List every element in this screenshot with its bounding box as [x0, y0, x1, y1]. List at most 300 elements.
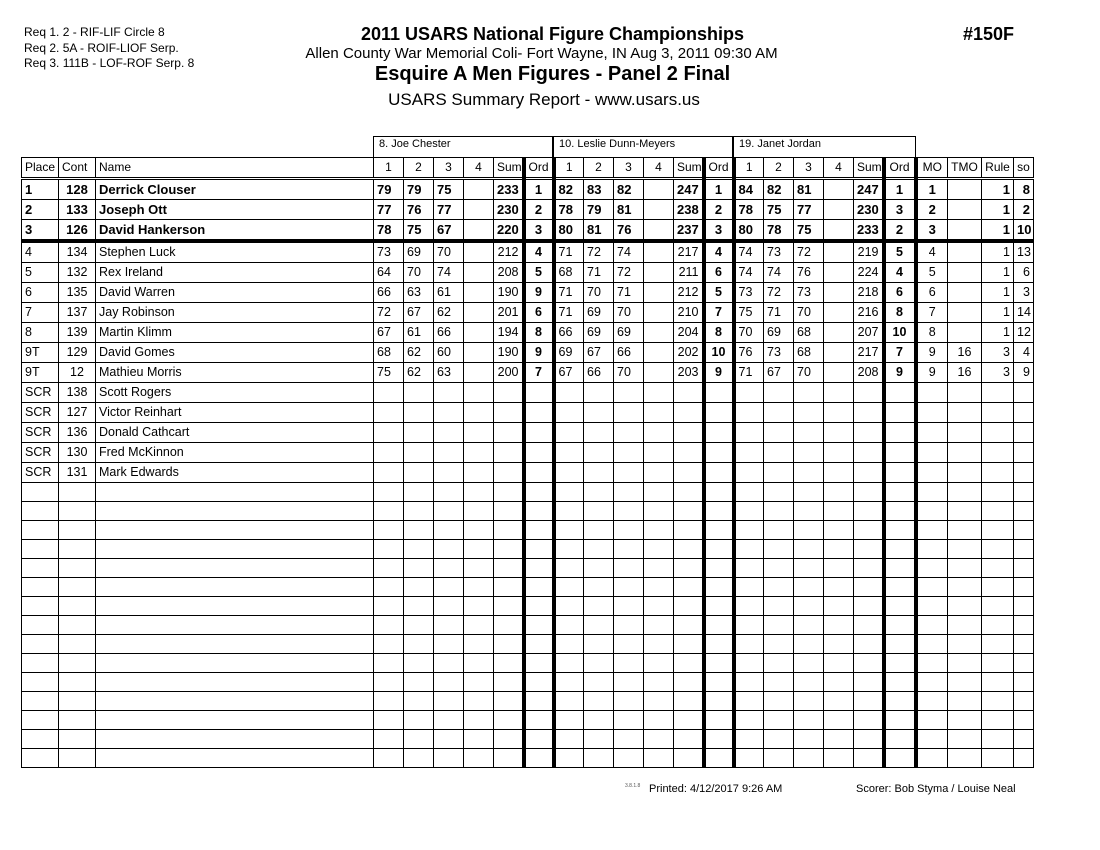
- table-row: [22, 443, 1034, 463]
- empty-cell: [584, 578, 614, 597]
- empty-cell: [982, 521, 1014, 540]
- rule-cell: [982, 463, 1014, 483]
- empty-cell: [948, 540, 982, 559]
- ordinal-cell: [704, 403, 734, 423]
- empty-cell: [554, 559, 584, 578]
- empty-cell: [374, 730, 404, 749]
- empty-cell: [854, 502, 884, 521]
- empty-cell: [916, 502, 948, 521]
- cont-cell: 137: [59, 303, 96, 323]
- col-header-name: Name: [96, 158, 374, 179]
- empty-row: [22, 597, 1034, 616]
- empty-cell: [704, 635, 734, 654]
- empty-cell: [404, 502, 434, 521]
- sum-cell: 224: [854, 263, 884, 283]
- score-cell: [644, 363, 674, 383]
- empty-cell: [854, 483, 884, 502]
- score-cell: [554, 423, 584, 443]
- score-cell: [614, 423, 644, 443]
- empty-cell: [794, 578, 824, 597]
- empty-cell: [644, 521, 674, 540]
- score-cell: 62: [434, 303, 464, 323]
- name-cell: Scott Rogers: [96, 383, 374, 403]
- place-cell: 1: [22, 179, 59, 200]
- ordinal-cell: 7: [884, 343, 916, 363]
- sum-cell: 202: [674, 343, 704, 363]
- score-cell: [554, 463, 584, 483]
- score-cell: 75: [764, 200, 794, 220]
- empty-cell: [916, 692, 948, 711]
- empty-row: [22, 654, 1034, 673]
- empty-cell: [524, 673, 554, 692]
- empty-cell: [614, 654, 644, 673]
- score-cell: 72: [374, 303, 404, 323]
- score-cell: [734, 403, 764, 423]
- empty-cell: [584, 597, 614, 616]
- score-cell: 72: [794, 241, 824, 263]
- ordinal-cell: 4: [524, 241, 554, 263]
- mo-cell: [916, 443, 948, 463]
- score-cell: [644, 383, 674, 403]
- empty-cell: [884, 673, 916, 692]
- score-cell: 69: [764, 323, 794, 343]
- empty-cell: [96, 635, 374, 654]
- cont-cell: 127: [59, 403, 96, 423]
- empty-cell: [584, 521, 614, 540]
- empty-cell: [824, 635, 854, 654]
- empty-cell: [1014, 616, 1034, 635]
- sum-cell: [854, 443, 884, 463]
- sum-cell: [674, 403, 704, 423]
- rule-cell: 1: [982, 283, 1014, 303]
- score-cell: [464, 303, 494, 323]
- so-cell: [1014, 463, 1034, 483]
- empty-cell: [884, 559, 916, 578]
- sum-cell: [674, 443, 704, 463]
- empty-cell: [96, 578, 374, 597]
- table-row: [22, 263, 1034, 283]
- empty-cell: [374, 578, 404, 597]
- tmo-cell: [948, 443, 982, 463]
- column-header-row: [22, 158, 1034, 179]
- so-cell: 12: [1014, 323, 1034, 343]
- empty-cell: [464, 540, 494, 559]
- ordinal-cell: [524, 383, 554, 403]
- mo-cell: [916, 463, 948, 483]
- score-cell: [434, 383, 464, 403]
- empty-cell: [1014, 730, 1034, 749]
- col-header-judge3-2: 3: [794, 158, 824, 179]
- empty-cell: [22, 597, 59, 616]
- mo-cell: [916, 383, 948, 403]
- empty-cell: [884, 483, 916, 502]
- empty-cell: [59, 654, 96, 673]
- empty-cell: [554, 597, 584, 616]
- empty-cell: [794, 635, 824, 654]
- empty-cell: [494, 749, 524, 768]
- empty-cell: [734, 673, 764, 692]
- tmo-cell: [948, 323, 982, 343]
- score-cell: [374, 403, 404, 423]
- score-cell: 68: [554, 263, 584, 283]
- score-cell: [794, 423, 824, 443]
- cont-cell: 136: [59, 423, 96, 443]
- empty-cell: [434, 483, 464, 502]
- empty-cell: [464, 559, 494, 578]
- sum-cell: [854, 403, 884, 423]
- sum-cell: 208: [854, 363, 884, 383]
- score-cell: [464, 241, 494, 263]
- empty-cell: [494, 483, 524, 502]
- cont-cell: 135: [59, 283, 96, 303]
- score-cell: 78: [374, 220, 404, 242]
- empty-cell: [96, 730, 374, 749]
- score-cell: 70: [794, 303, 824, 323]
- so-cell: 9: [1014, 363, 1034, 383]
- sum-cell: 204: [674, 323, 704, 343]
- cont-cell: 138: [59, 383, 96, 403]
- score-cell: 81: [584, 220, 614, 242]
- score-cell: [644, 303, 674, 323]
- so-cell: [1014, 403, 1034, 423]
- empty-cell: [554, 711, 584, 730]
- sum-cell: 247: [854, 179, 884, 200]
- score-cell: 66: [584, 363, 614, 383]
- score-cell: 78: [764, 220, 794, 242]
- empty-cell: [764, 521, 794, 540]
- so-cell: 13: [1014, 241, 1034, 263]
- empty-cell: [59, 483, 96, 502]
- table-row: [22, 403, 1034, 423]
- col-header-judge3-3: 4: [824, 158, 854, 179]
- score-cell: 71: [554, 241, 584, 263]
- empty-cell: [854, 597, 884, 616]
- name-cell: Joseph Ott: [96, 200, 374, 220]
- ordinal-cell: 5: [524, 263, 554, 283]
- sum-cell: [674, 423, 704, 443]
- empty-cell: [982, 616, 1014, 635]
- col-header-judge2-1: 2: [584, 158, 614, 179]
- empty-cell: [1014, 692, 1034, 711]
- col-header-cont: Cont: [59, 158, 96, 179]
- score-cell: [584, 463, 614, 483]
- mo-cell: [916, 423, 948, 443]
- ordinal-cell: 6: [704, 263, 734, 283]
- empty-cell: [916, 654, 948, 673]
- empty-cell: [764, 597, 794, 616]
- printed-timestamp: Printed: 4/12/2017 9:26 AM: [649, 783, 783, 795]
- score-cell: [464, 220, 494, 242]
- score-cell: [764, 443, 794, 463]
- sum-cell: 210: [674, 303, 704, 323]
- score-cell: [644, 179, 674, 200]
- sum-cell: 217: [854, 343, 884, 363]
- rule-cell: 1: [982, 200, 1014, 220]
- ordinal-cell: 9: [524, 283, 554, 303]
- empty-cell: [464, 711, 494, 730]
- empty-cell: [434, 578, 464, 597]
- empty-cell: [948, 673, 982, 692]
- empty-cell: [434, 502, 464, 521]
- empty-cell: [584, 730, 614, 749]
- empty-cell: [96, 521, 374, 540]
- sum-cell: 201: [494, 303, 524, 323]
- empty-cell: [884, 730, 916, 749]
- empty-cell: [854, 559, 884, 578]
- empty-cell: [674, 654, 704, 673]
- empty-cell: [59, 578, 96, 597]
- empty-cell: [824, 730, 854, 749]
- sum-cell: 233: [854, 220, 884, 242]
- score-cell: [404, 463, 434, 483]
- tmo-cell: [948, 403, 982, 423]
- score-cell: 79: [584, 200, 614, 220]
- empty-cell: [794, 597, 824, 616]
- name-cell: Jay Robinson: [96, 303, 374, 323]
- score-cell: [614, 443, 644, 463]
- empty-cell: [916, 521, 948, 540]
- empty-cell: [884, 540, 916, 559]
- place-cell: 9T: [22, 363, 59, 383]
- empty-cell: [854, 578, 884, 597]
- empty-cell: [764, 502, 794, 521]
- table-row: [22, 363, 1034, 383]
- empty-cell: [824, 559, 854, 578]
- score-cell: [464, 263, 494, 283]
- sum-cell: [674, 463, 704, 483]
- empty-row: [22, 711, 1034, 730]
- ordinal-cell: [524, 403, 554, 423]
- empty-cell: [59, 597, 96, 616]
- empty-cell: [674, 616, 704, 635]
- sum-cell: 230: [494, 200, 524, 220]
- empty-cell: [404, 711, 434, 730]
- empty-cell: [916, 483, 948, 502]
- empty-cell: [404, 635, 434, 654]
- tmo-cell: [948, 423, 982, 443]
- empty-cell: [824, 616, 854, 635]
- score-cell: 72: [614, 263, 644, 283]
- sum-cell: 217: [674, 241, 704, 263]
- score-cell: [584, 383, 614, 403]
- empty-cell: [434, 711, 464, 730]
- empty-cell: [464, 521, 494, 540]
- empty-cell: [982, 673, 1014, 692]
- empty-cell: [916, 597, 948, 616]
- empty-cell: [464, 502, 494, 521]
- score-cell: 67: [404, 303, 434, 323]
- empty-cell: [464, 673, 494, 692]
- score-cell: 67: [554, 363, 584, 383]
- ordinal-cell: 1: [524, 179, 554, 200]
- ordinal-cell: 3: [884, 200, 916, 220]
- ordinal-cell: [704, 463, 734, 483]
- so-cell: [1014, 443, 1034, 463]
- empty-cell: [704, 730, 734, 749]
- empty-cell: [434, 692, 464, 711]
- cont-cell: 130: [59, 443, 96, 463]
- sum-cell: 212: [674, 283, 704, 303]
- rule-cell: [982, 403, 1014, 423]
- score-cell: 79: [404, 179, 434, 200]
- score-cell: [434, 463, 464, 483]
- col-header-judge3-1: 2: [764, 158, 794, 179]
- score-cell: [464, 323, 494, 343]
- col-header-tmo: TMO: [948, 158, 982, 179]
- score-cell: [464, 200, 494, 220]
- so-cell: [1014, 423, 1034, 443]
- sum-cell: 200: [494, 363, 524, 383]
- empty-cell: [884, 578, 916, 597]
- empty-cell: [794, 749, 824, 768]
- empty-cell: [1014, 711, 1034, 730]
- score-cell: 61: [404, 323, 434, 343]
- cont-cell: 132: [59, 263, 96, 283]
- score-cell: [404, 423, 434, 443]
- ordinal-cell: [884, 443, 916, 463]
- empty-row: [22, 578, 1034, 597]
- empty-cell: [644, 654, 674, 673]
- rule-cell: [982, 423, 1014, 443]
- empty-cell: [734, 749, 764, 768]
- ordinal-cell: 8: [704, 323, 734, 343]
- empty-cell: [494, 673, 524, 692]
- empty-row: [22, 692, 1034, 711]
- rule-cell: 1: [982, 220, 1014, 242]
- empty-cell: [982, 692, 1014, 711]
- mo-cell: 5: [916, 263, 948, 283]
- empty-cell: [374, 559, 404, 578]
- empty-row: [22, 673, 1034, 692]
- tmo-cell: [948, 383, 982, 403]
- score-cell: 71: [584, 263, 614, 283]
- score-cell: 82: [554, 179, 584, 200]
- score-cell: 66: [614, 343, 644, 363]
- empty-cell: [982, 483, 1014, 502]
- empty-cell: [494, 616, 524, 635]
- empty-cell: [948, 502, 982, 521]
- score-cell: [464, 343, 494, 363]
- empty-cell: [96, 483, 374, 502]
- empty-cell: [494, 521, 524, 540]
- col-header-judge1-1: 2: [404, 158, 434, 179]
- score-cell: 82: [614, 179, 644, 200]
- col-header-place: Place: [22, 158, 59, 179]
- empty-cell: [824, 578, 854, 597]
- score-cell: 84: [734, 179, 764, 200]
- results-table: [21, 157, 1034, 768]
- table-row: [22, 200, 1034, 220]
- empty-cell: [494, 502, 524, 521]
- empty-cell: [764, 673, 794, 692]
- empty-cell: [674, 521, 704, 540]
- score-cell: [824, 363, 854, 383]
- empty-cell: [1014, 749, 1034, 768]
- empty-cell: [704, 692, 734, 711]
- empty-cell: [404, 578, 434, 597]
- empty-cell: [22, 502, 59, 521]
- score-cell: [794, 463, 824, 483]
- score-cell: 60: [434, 343, 464, 363]
- empty-cell: [524, 654, 554, 673]
- empty-cell: [674, 578, 704, 597]
- championship-title: 2011 USARS National Figure Championships: [360, 24, 745, 44]
- empty-cell: [644, 559, 674, 578]
- rule-cell: 3: [982, 343, 1014, 363]
- empty-cell: [734, 502, 764, 521]
- empty-cell: [374, 502, 404, 521]
- empty-cell: [764, 692, 794, 711]
- empty-cell: [1014, 502, 1034, 521]
- score-cell: [584, 423, 614, 443]
- ordinal-cell: 2: [524, 200, 554, 220]
- empty-cell: [524, 578, 554, 597]
- score-cell: [734, 463, 764, 483]
- score-cell: 63: [434, 363, 464, 383]
- empty-cell: [704, 673, 734, 692]
- empty-cell: [854, 730, 884, 749]
- sum-cell: [854, 463, 884, 483]
- col-header-judge1-5: Ord: [524, 158, 554, 179]
- score-cell: 74: [434, 263, 464, 283]
- score-cell: 80: [734, 220, 764, 242]
- empty-cell: [554, 749, 584, 768]
- empty-row: [22, 540, 1034, 559]
- empty-cell: [948, 749, 982, 768]
- sum-cell: [494, 443, 524, 463]
- score-cell: 61: [434, 283, 464, 303]
- empty-cell: [674, 483, 704, 502]
- empty-row: [22, 635, 1034, 654]
- empty-cell: [404, 692, 434, 711]
- score-cell: 76: [794, 263, 824, 283]
- score-cell: [734, 423, 764, 443]
- score-cell: [644, 343, 674, 363]
- empty-cell: [734, 578, 764, 597]
- empty-cell: [22, 654, 59, 673]
- mo-cell: 8: [916, 323, 948, 343]
- ordinal-cell: 5: [884, 241, 916, 263]
- ordinal-cell: 3: [524, 220, 554, 242]
- score-cell: [644, 200, 674, 220]
- empty-cell: [916, 711, 948, 730]
- empty-cell: [434, 673, 464, 692]
- empty-cell: [524, 597, 554, 616]
- score-cell: 74: [734, 241, 764, 263]
- sum-cell: 190: [494, 283, 524, 303]
- mo-cell: 9: [916, 343, 948, 363]
- score-cell: 70: [794, 363, 824, 383]
- score-cell: 62: [404, 343, 434, 363]
- name-cell: David Gomes: [96, 343, 374, 363]
- empty-cell: [982, 654, 1014, 673]
- empty-cell: [614, 559, 644, 578]
- score-cell: 66: [554, 323, 584, 343]
- score-cell: 71: [554, 303, 584, 323]
- empty-row: [22, 502, 1034, 521]
- tmo-cell: [948, 303, 982, 323]
- empty-cell: [704, 749, 734, 768]
- empty-cell: [404, 483, 434, 502]
- score-cell: [374, 443, 404, 463]
- empty-cell: [704, 540, 734, 559]
- tmo-cell: [948, 463, 982, 483]
- empty-cell: [734, 692, 764, 711]
- score-cell: [824, 263, 854, 283]
- place-cell: 5: [22, 263, 59, 283]
- tmo-cell: [948, 263, 982, 283]
- empty-cell: [1014, 597, 1034, 616]
